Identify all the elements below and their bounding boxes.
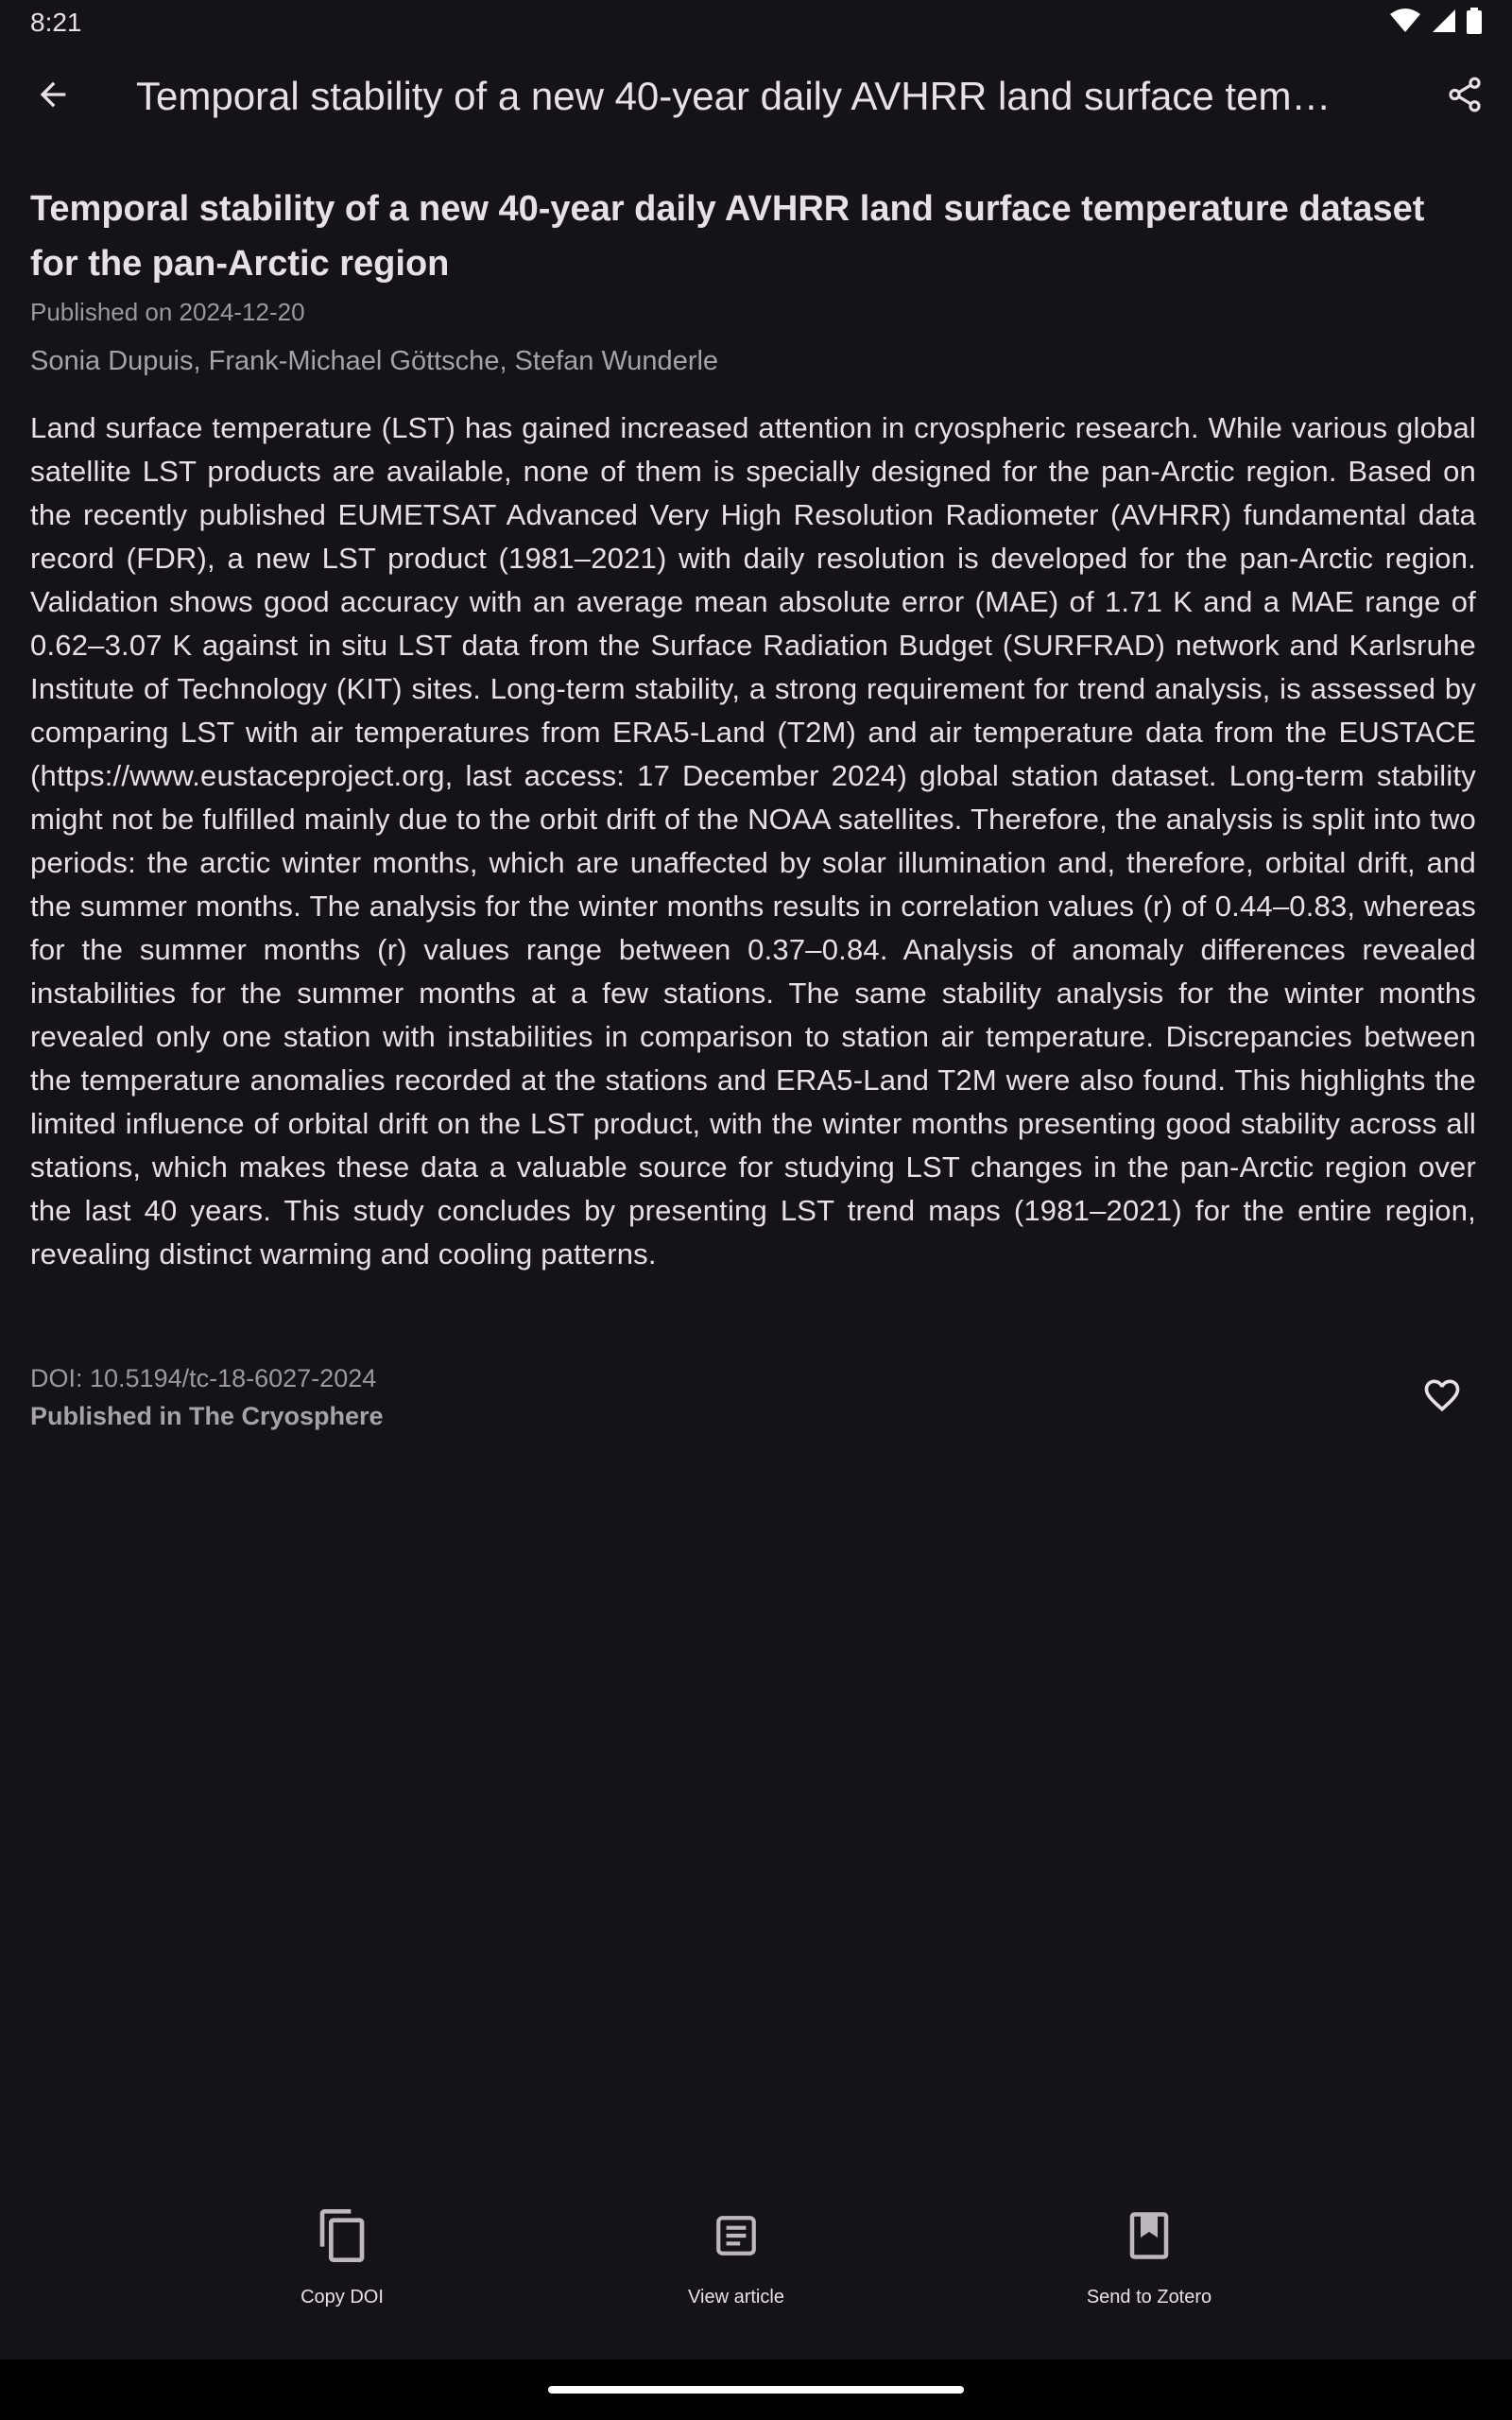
signal-icon <box>1431 9 1457 38</box>
back-button[interactable] <box>23 66 83 127</box>
status-icons <box>1389 8 1482 39</box>
battery-icon <box>1467 8 1482 39</box>
status-time: 8:21 <box>30 8 82 37</box>
heart-outline-icon <box>1421 1374 1463 1421</box>
copy-doi-label: Copy DOI <box>301 2287 384 2308</box>
bottom-actions <box>0 2203 1512 2344</box>
send-to-zotero-label: Send to Zotero <box>1086 2287 1212 2308</box>
bookmark-icon <box>1119 2203 1179 2269</box>
article-icon <box>706 2203 766 2269</box>
top-app-bar <box>0 45 1512 149</box>
paper-title: Temporal stability of a new 40-year daily AVHRR land surface temperature dataset for the pan-Arctic region <box>30 189 1425 284</box>
doi-text: DOI: 10.5194/tc-18-6027-2024 <box>30 1364 377 1392</box>
view-article-button[interactable] <box>613 2203 859 2335</box>
copy-icon <box>312 2203 372 2269</box>
share-icon <box>1445 75 1485 119</box>
share-button[interactable] <box>1435 66 1495 127</box>
paper-content <box>30 182 1476 1276</box>
arrow-back-icon <box>34 76 72 118</box>
status-bar <box>0 0 1512 45</box>
favorite-button[interactable] <box>1412 1367 1472 1427</box>
view-article-label: View article <box>688 2287 784 2308</box>
journal-text: Published in The Cryosphere <box>30 1402 384 1430</box>
abstract: Land surface temperature (LST) has gained increased attention in cryospheric research. While various global satellite LST products are available, none of them is specially designed for the pan-Arctic region. Based on the recently published EUMETSAT Advanced Very High Resolution Radiometer (AVHRR) fundamental data record (FDR), a new LST product (1981–2021) with daily resolution is developed for the pan-Arctic region. Validation shows good accuracy with an average mean absolute error (MAE) of 1.71 K and a MAE range of 0.62–3.07 K against in situ LST data from the Surface Radiation Budget (SURFRAD) network and Karlsruhe Institute of Technology (KIT) sites. Long-term stability, a strong requirement for trend analysis, is assessed by comparing LST with air temperatures from ERA5-Land (T2M) and air temperature data from the EUSTACE (https://www.eustaceproject.org, last access: 17 December 2024) global station dataset. Long-term stability might not be fulfilled mainly due to the orbit drift of the NOAA satellites. Therefore, the analysis is split into two periods: the arctic winter months, which are unaffected by solar illumination and, therefore, orbital drift, and the summer months. The analysis for the winter months results in correlation values (r) of 0.44–0.83, whereas for the summer months (r) values range between 0.37–0.84. Analysis of anomaly differences revealed instabilities for the summer months at a few stations. The same stability analysis for the winter months revealed only one station with instabilities in comparison to station air temperature. Discrepancies between the temperature anomalies recorded at the stations and ERA5-Land T2M were also found. This highlights the limited influence of orbital drift on the LST product, with the winter months presenting good stability across all stations, which makes these data a valuable source for studying LST changes in the pan-Arctic region over the last 40 years. This study concludes by presenting LST trend maps (1981–2021) for the entire region, revealing distinct warming and cooling patterns. <box>30 411 1476 1270</box>
send-to-zotero-button[interactable] <box>1026 2203 1272 2335</box>
copy-doi-button[interactable] <box>219 2203 465 2335</box>
app-bar-title: Temporal stability of a new 40-year daily AVHRR land surface tem… <box>136 74 1332 118</box>
gesture-nav-handle[interactable] <box>548 2386 964 2394</box>
authors: Sonia Dupuis, Frank-Michael Göttsche, Stefan Wunderle <box>30 346 719 376</box>
paper-meta <box>30 1359 1493 1454</box>
wifi-icon <box>1389 9 1421 38</box>
published-date: Published on 2024-12-20 <box>30 298 305 326</box>
